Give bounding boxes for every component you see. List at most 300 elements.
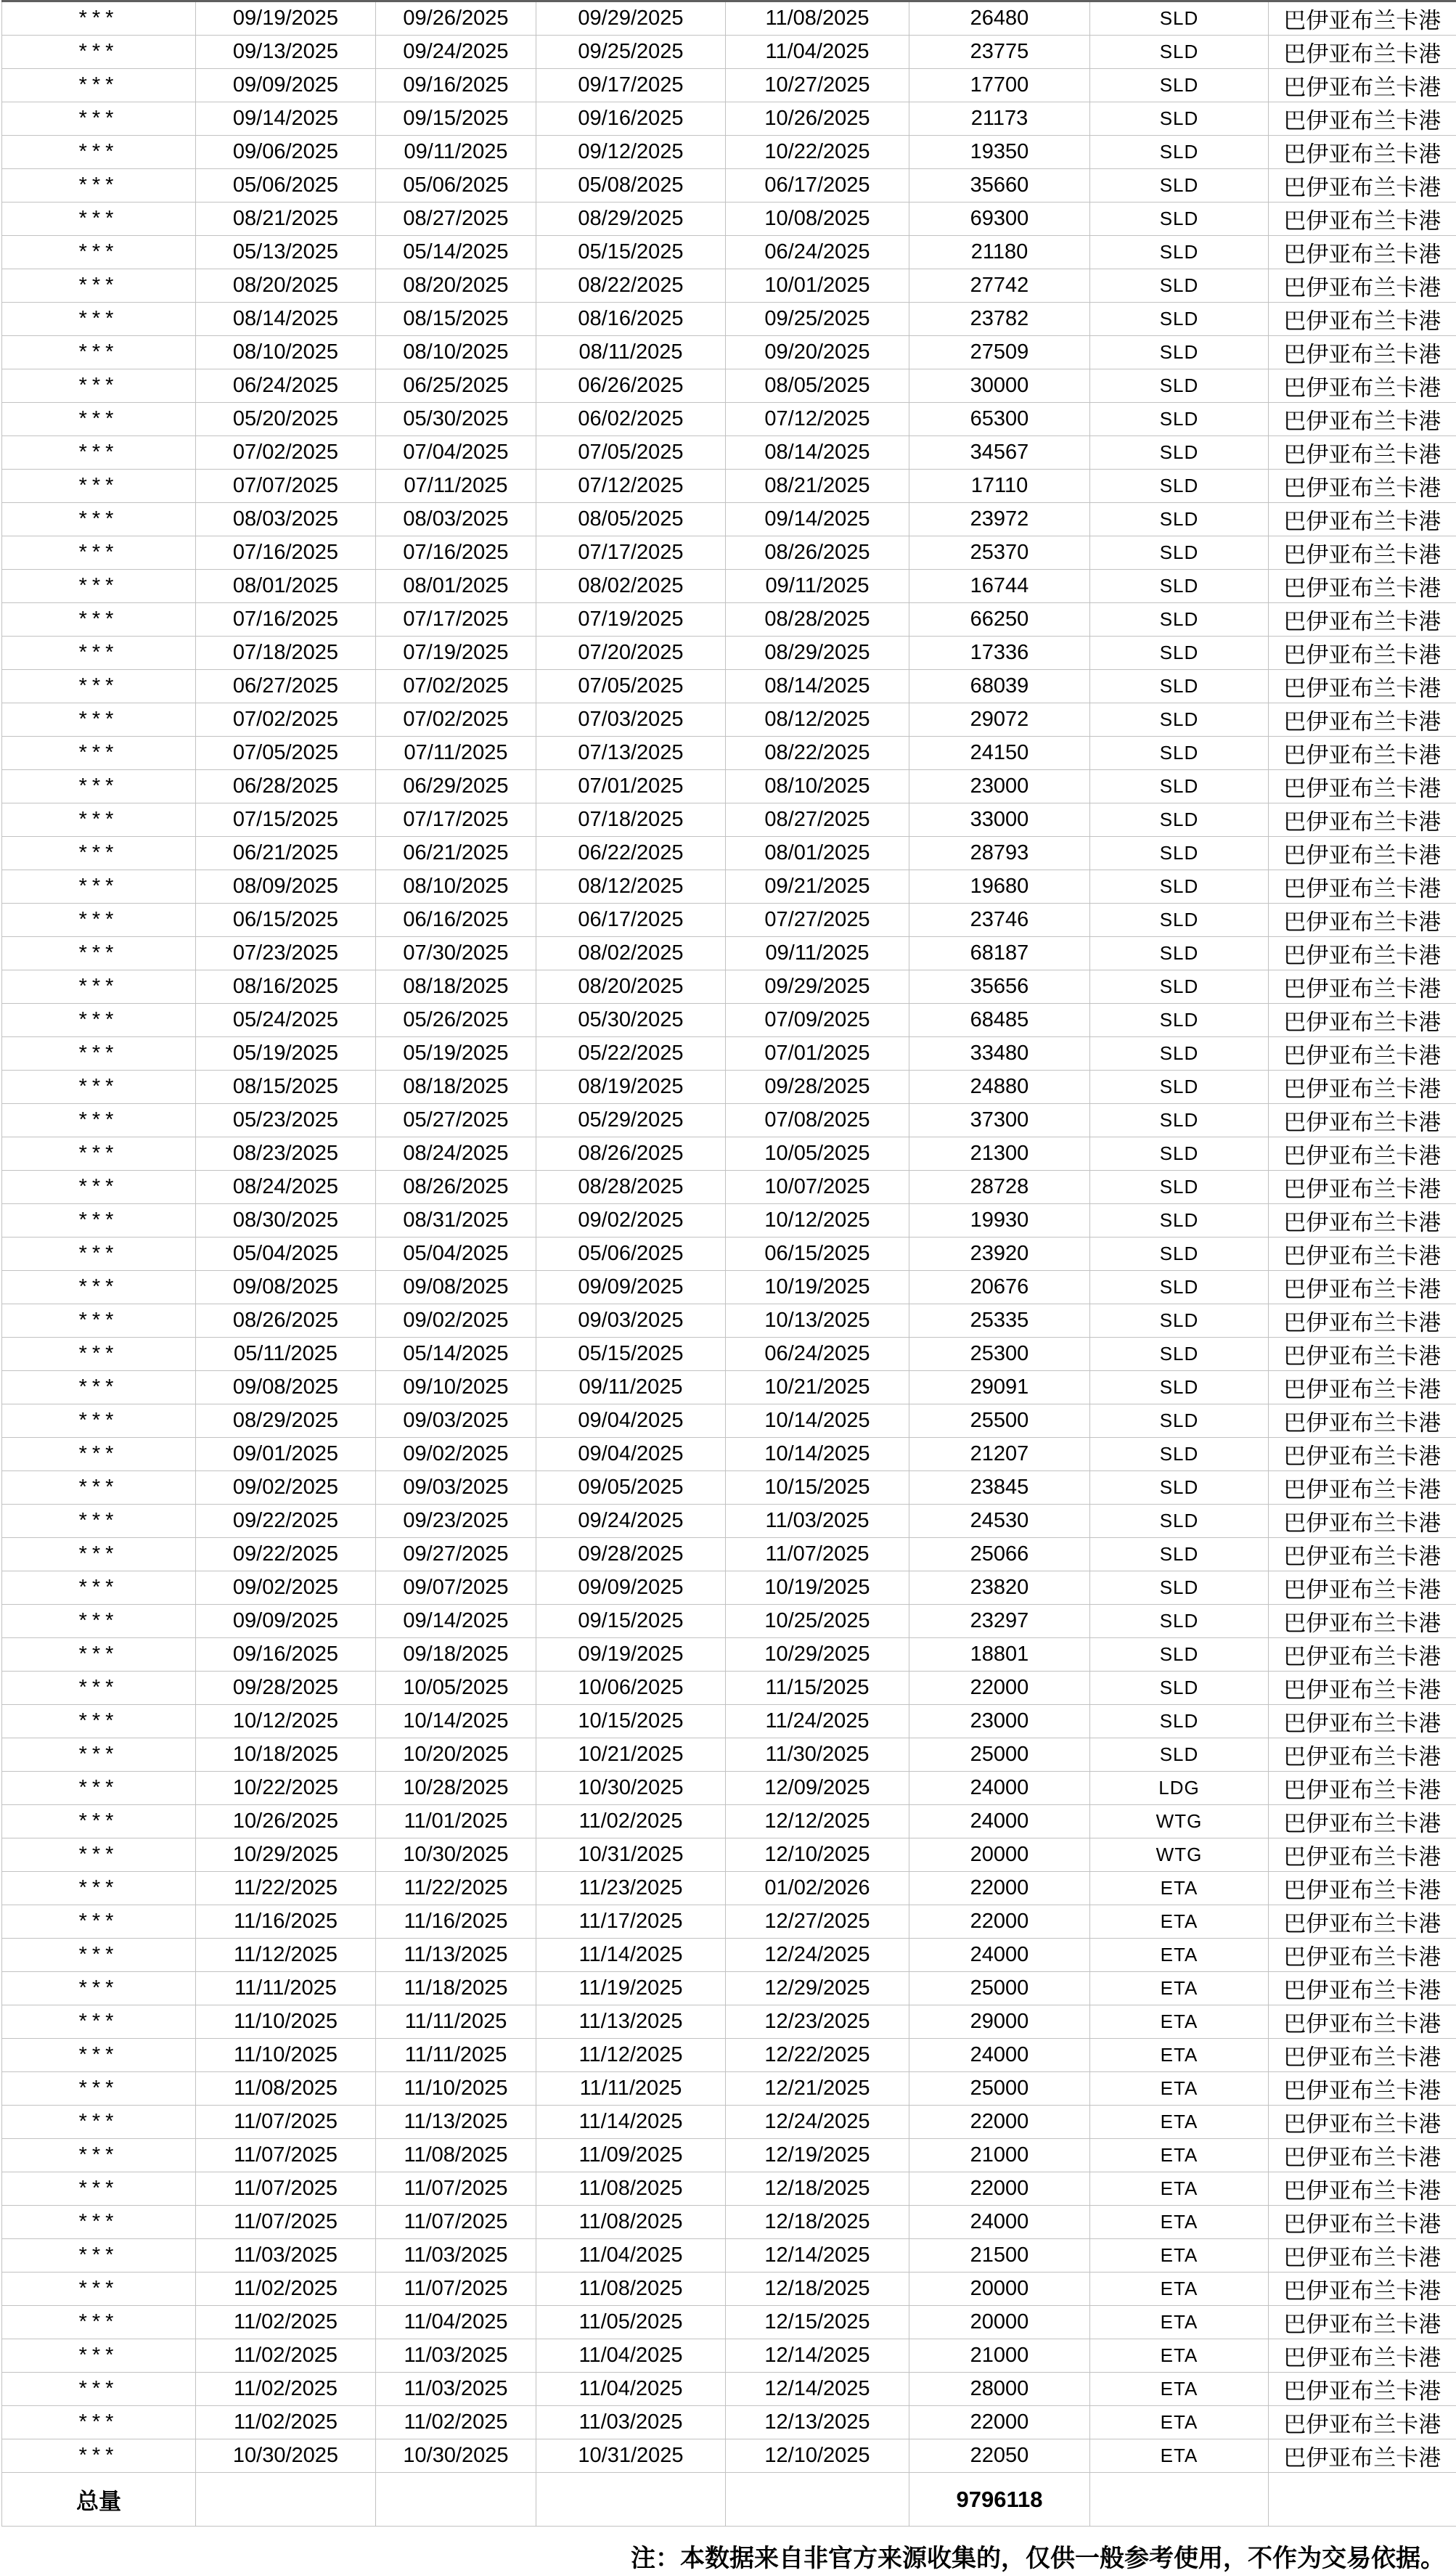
cell-status: ETA [1090,2406,1269,2439]
cell-port: 巴伊亚布兰卡港 [1269,770,1456,803]
cell-date-2: 08/27/2025 [376,203,536,236]
cell-date-4: 12/14/2025 [726,2373,909,2406]
cell-date-2: 11/11/2025 [376,2039,536,2072]
cell-date-2: 11/18/2025 [376,1972,536,2005]
cell-port: 巴伊亚布兰卡港 [1269,703,1456,737]
cell-date-3: 11/08/2025 [536,2273,726,2306]
cell-date-3: 09/25/2025 [536,36,726,69]
cell-date-4: 11/04/2025 [726,36,909,69]
cell-date-2: 05/06/2025 [376,169,536,203]
cell-date-4: 12/18/2025 [726,2172,909,2206]
cell-quantity: 25370 [909,536,1090,570]
cell-masked-name: *** [2,369,196,403]
cell-quantity: 22000 [909,2172,1090,2206]
table-row [2,1,1456,36]
cell-status: SLD [1090,603,1269,637]
cell-status: LDG [1090,1772,1269,1805]
cell-date-3: 10/31/2025 [536,1838,726,1872]
table-row [2,1538,1456,1571]
cell-date-3: 07/12/2025 [536,470,726,503]
cell-status: SLD [1090,970,1269,1004]
cell-date-2: 08/18/2025 [376,1071,536,1104]
cell-date-4: 12/10/2025 [726,2439,909,2473]
cell-port: 巴伊亚布兰卡港 [1269,69,1456,102]
cell-date-2: 11/03/2025 [376,2339,536,2373]
cell-date-3: 09/11/2025 [536,1371,726,1404]
cell-quantity: 21173 [909,102,1090,136]
cell-date-2: 05/04/2025 [376,1238,536,1271]
table-row [2,1338,1456,1371]
table-row [2,2039,1456,2072]
cell-date-2: 11/07/2025 [376,2273,536,2306]
cell-quantity: 68039 [909,670,1090,703]
table-row [2,2106,1456,2139]
cell-date-1: 11/02/2025 [196,2406,376,2439]
table-row [2,1271,1456,1304]
cell-date-2: 08/10/2025 [376,870,536,904]
cell-port: 巴伊亚布兰卡港 [1269,503,1456,536]
cell-date-1: 09/06/2025 [196,136,376,169]
cell-port: 巴伊亚布兰卡港 [1269,2005,1456,2039]
cell-masked-name: *** [2,803,196,837]
cell-port: 巴伊亚布兰卡港 [1269,803,1456,837]
cell-quantity: 28793 [909,837,1090,870]
table-row [2,1404,1456,1438]
cell-date-4: 12/14/2025 [726,2239,909,2273]
cell-date-4: 08/05/2025 [726,369,909,403]
table-row [2,36,1456,69]
cell-status: SLD [1090,269,1269,303]
cell-date-4: 07/08/2025 [726,1104,909,1137]
cell-port: 巴伊亚布兰卡港 [1269,837,1456,870]
table-row [2,1137,1456,1171]
cell-date-1: 08/14/2025 [196,303,376,336]
cell-quantity: 28000 [909,2373,1090,2406]
cell-date-1: 11/10/2025 [196,2005,376,2039]
cell-date-2: 08/18/2025 [376,970,536,1004]
cell-date-3: 11/03/2025 [536,2406,726,2439]
cell-date-1: 11/16/2025 [196,1905,376,1939]
cell-status: SLD [1090,637,1269,670]
cell-quantity: 33480 [909,1037,1090,1071]
cell-date-3: 07/19/2025 [536,603,726,637]
cell-port: 巴伊亚布兰卡港 [1269,737,1456,770]
cell-masked-name: *** [2,1672,196,1705]
cell-status: ETA [1090,2005,1269,2039]
cell-port: 巴伊亚布兰卡港 [1269,1271,1456,1304]
cell-quantity: 30000 [909,369,1090,403]
cell-quantity: 27509 [909,336,1090,369]
cell-port: 巴伊亚布兰卡港 [1269,269,1456,303]
cell-date-2: 09/07/2025 [376,1571,536,1605]
cell-date-1: 09/02/2025 [196,1571,376,1605]
cell-quantity: 24000 [909,2206,1090,2239]
cell-date-4: 09/11/2025 [726,937,909,970]
disclaimer-note: 注：本数据来自非官方来源收集的，仅供一般参考使用，不作为交易依据。 [631,2545,1445,2572]
cell-date-4: 07/27/2025 [726,904,909,937]
cell-port: 巴伊亚布兰卡港 [1269,203,1456,236]
cell-masked-name: *** [2,2439,196,2473]
cell-port: 巴伊亚布兰卡港 [1269,1004,1456,1037]
cell-quantity: 69300 [909,203,1090,236]
table-row [2,403,1456,436]
cell-status: SLD [1090,1672,1269,1705]
cell-date-4: 10/01/2025 [726,269,909,303]
table-row [2,870,1456,904]
cell-quantity: 22000 [909,1872,1090,1905]
cell-port: 巴伊亚布兰卡港 [1269,303,1456,336]
cell-date-2: 11/13/2025 [376,1939,536,1972]
cell-port: 巴伊亚布兰卡港 [1269,2373,1456,2406]
cell-date-2: 08/15/2025 [376,303,536,336]
cell-date-1: 05/19/2025 [196,1037,376,1071]
cell-status: ETA [1090,2206,1269,2239]
cell-date-1: 11/02/2025 [196,2273,376,2306]
cell-date-4: 10/26/2025 [726,102,909,136]
cell-date-4: 10/19/2025 [726,1271,909,1304]
cell-quantity: 25000 [909,1972,1090,2005]
cell-date-4: 07/09/2025 [726,1004,909,1037]
cell-date-1: 10/26/2025 [196,1805,376,1838]
cell-status: SLD [1090,236,1269,269]
cell-date-4: 06/15/2025 [726,1238,909,1271]
cell-status: SLD [1090,1538,1269,1571]
cell-date-1: 05/23/2025 [196,1104,376,1137]
table-row [2,937,1456,970]
cell-date-1: 10/30/2025 [196,2439,376,2473]
table-row [2,770,1456,803]
cell-date-1: 08/15/2025 [196,1071,376,1104]
cell-port: 巴伊亚布兰卡港 [1269,970,1456,1004]
cell-port: 巴伊亚布兰卡港 [1269,1638,1456,1672]
cell-quantity: 25335 [909,1304,1090,1338]
cell-date-3: 06/17/2025 [536,904,726,937]
cell-masked-name: *** [2,2139,196,2172]
cell-quantity: 18801 [909,1638,1090,1672]
table-row [2,136,1456,169]
cell-date-4: 06/24/2025 [726,1338,909,1371]
cell-port: 巴伊亚布兰卡港 [1269,2106,1456,2139]
cell-status: SLD [1090,1,1269,36]
table-row [2,2406,1456,2439]
cell-port: 巴伊亚布兰卡港 [1269,1304,1456,1338]
cell-masked-name: *** [2,2005,196,2039]
cell-masked-name: *** [2,136,196,169]
cell-date-2: 05/14/2025 [376,236,536,269]
cell-status: SLD [1090,1705,1269,1738]
cell-date-2: 09/03/2025 [376,1404,536,1438]
cell-date-1: 10/12/2025 [196,1705,376,1738]
cell-date-4: 12/29/2025 [726,1972,909,2005]
cell-status: SLD [1090,536,1269,570]
cell-date-4: 10/22/2025 [726,136,909,169]
cell-quantity: 66250 [909,603,1090,637]
cell-status: SLD [1090,570,1269,603]
table-row [2,837,1456,870]
cell-masked-name: *** [2,1271,196,1304]
cell-quantity: 25300 [909,1338,1090,1371]
cell-date-4: 12/22/2025 [726,2039,909,2072]
cell-quantity: 25000 [909,1738,1090,1772]
cell-date-1: 07/18/2025 [196,637,376,670]
cell-date-2: 08/03/2025 [376,503,536,536]
table-row [2,470,1456,503]
cell-quantity: 23845 [909,1471,1090,1505]
table-row [2,236,1456,269]
cell-port: 巴伊亚布兰卡港 [1269,136,1456,169]
cell-date-3: 08/19/2025 [536,1071,726,1104]
cell-status: SLD [1090,1738,1269,1772]
cell-date-3: 08/11/2025 [536,336,726,369]
cell-date-3: 11/04/2025 [536,2373,726,2406]
cell-date-4: 11/08/2025 [726,1,909,36]
cell-date-3: 11/17/2025 [536,1905,726,1939]
cell-date-4: 12/27/2025 [726,1905,909,1939]
cell-date-1: 08/16/2025 [196,970,376,1004]
cell-date-1: 09/02/2025 [196,1471,376,1505]
cell-port: 巴伊亚布兰卡港 [1269,2206,1456,2239]
cell-masked-name: *** [2,203,196,236]
cell-masked-name: *** [2,169,196,203]
cell-date-4: 08/21/2025 [726,470,909,503]
cell-port: 巴伊亚布兰卡港 [1269,904,1456,937]
cell-date-3: 08/26/2025 [536,1137,726,1171]
cell-date-4: 10/21/2025 [726,1371,909,1404]
cell-quantity: 22050 [909,2439,1090,2473]
cell-date-3: 05/29/2025 [536,1104,726,1137]
table-row [2,269,1456,303]
cell-masked-name: *** [2,2206,196,2239]
cell-date-1: 10/22/2025 [196,1772,376,1805]
cell-date-2: 06/25/2025 [376,369,536,403]
cell-port: 巴伊亚布兰卡港 [1269,1238,1456,1271]
cell-masked-name: *** [2,1071,196,1104]
cell-masked-name: *** [2,1538,196,1571]
cell-date-4: 08/01/2025 [726,837,909,870]
cell-date-2: 09/24/2025 [376,36,536,69]
cell-date-2: 08/24/2025 [376,1137,536,1171]
cell-date-3: 11/04/2025 [536,2339,726,2373]
summary-empty-cell [376,2473,536,2527]
cell-masked-name: *** [2,236,196,269]
cell-status: SLD [1090,1605,1269,1638]
cell-date-4: 09/25/2025 [726,303,909,336]
cell-status: SLD [1090,203,1269,236]
table-row [2,303,1456,336]
cell-date-1: 09/14/2025 [196,102,376,136]
cell-quantity: 20000 [909,1838,1090,1872]
cell-date-1: 09/19/2025 [196,1,376,36]
summary-empty-cell [1090,2473,1269,2527]
cell-masked-name: *** [2,1905,196,1939]
cell-date-2: 06/16/2025 [376,904,536,937]
table-row [2,1238,1456,1271]
cell-masked-name: *** [2,1505,196,1538]
cell-date-1: 08/20/2025 [196,269,376,303]
cell-date-3: 08/29/2025 [536,203,726,236]
cell-date-4: 07/01/2025 [726,1037,909,1071]
cell-date-2: 11/07/2025 [376,2206,536,2239]
cell-quantity: 21000 [909,2339,1090,2373]
cell-date-1: 09/22/2025 [196,1505,376,1538]
cell-date-2: 11/02/2025 [376,2406,536,2439]
cell-masked-name: *** [2,1939,196,1972]
cell-masked-name: *** [2,603,196,637]
cell-port: 巴伊亚布兰卡港 [1269,169,1456,203]
cell-masked-name: *** [2,1471,196,1505]
table-row [2,1471,1456,1505]
cell-status: SLD [1090,503,1269,536]
cell-date-4: 10/27/2025 [726,69,909,102]
cell-port: 巴伊亚布兰卡港 [1269,1104,1456,1137]
cell-masked-name: *** [2,36,196,69]
cell-status: SLD [1090,436,1269,470]
cell-date-3: 07/13/2025 [536,737,726,770]
cell-date-1: 09/09/2025 [196,69,376,102]
cell-date-3: 10/15/2025 [536,1705,726,1738]
cell-date-3: 05/15/2025 [536,1338,726,1371]
table-row [2,1371,1456,1404]
cell-date-1: 11/02/2025 [196,2306,376,2339]
table-row [2,1972,1456,2005]
cell-masked-name: *** [2,1972,196,2005]
table-row [2,203,1456,236]
cell-date-1: 11/07/2025 [196,2172,376,2206]
cell-date-4: 11/03/2025 [726,1505,909,1538]
cell-status: ETA [1090,1905,1269,1939]
cell-date-4: 10/07/2025 [726,1171,909,1204]
table-row [2,1872,1456,1905]
cell-quantity: 24000 [909,1805,1090,1838]
cell-port: 巴伊亚布兰卡港 [1269,470,1456,503]
cell-date-4: 12/14/2025 [726,2339,909,2373]
cell-masked-name: *** [2,570,196,603]
cell-status: ETA [1090,2273,1269,2306]
cell-date-3: 07/18/2025 [536,803,726,837]
cell-status: SLD [1090,1137,1269,1171]
cell-date-4: 12/09/2025 [726,1772,909,1805]
cell-quantity: 23000 [909,770,1090,803]
cell-masked-name: *** [2,403,196,436]
cell-masked-name: *** [2,1738,196,1772]
cell-date-4: 12/13/2025 [726,2406,909,2439]
cell-quantity: 33000 [909,803,1090,837]
cell-quantity: 20000 [909,2306,1090,2339]
cell-masked-name: *** [2,1872,196,1905]
cell-quantity: 23920 [909,1238,1090,1271]
cell-masked-name: *** [2,2339,196,2373]
table-row [2,2005,1456,2039]
cell-masked-name: *** [2,1772,196,1805]
cell-date-4: 10/15/2025 [726,1471,909,1505]
cell-status: ETA [1090,2339,1269,2373]
cell-port: 巴伊亚布兰卡港 [1269,236,1456,269]
cell-date-2: 09/11/2025 [376,136,536,169]
cell-masked-name: *** [2,970,196,1004]
cell-masked-name: *** [2,770,196,803]
cell-date-4: 12/10/2025 [726,1838,909,1872]
cell-date-2: 09/10/2025 [376,1371,536,1404]
cell-date-3: 11/23/2025 [536,1872,726,1905]
cell-masked-name: *** [2,1805,196,1838]
cell-port: 巴伊亚布兰卡港 [1269,870,1456,904]
cell-date-1: 05/04/2025 [196,1238,376,1271]
cell-date-1: 08/01/2025 [196,570,376,603]
cell-masked-name: *** [2,1404,196,1438]
cell-date-3: 09/16/2025 [536,102,726,136]
cell-date-2: 07/17/2025 [376,603,536,637]
cell-status: SLD [1090,1438,1269,1471]
cell-port: 巴伊亚布兰卡港 [1269,1905,1456,1939]
cell-date-3: 10/31/2025 [536,2439,726,2473]
cell-status: SLD [1090,1204,1269,1238]
cell-date-1: 09/16/2025 [196,1638,376,1672]
cell-status: SLD [1090,670,1269,703]
table-row [2,169,1456,203]
cell-date-2: 11/11/2025 [376,2005,536,2039]
cell-status: ETA [1090,2306,1269,2339]
cell-status: ETA [1090,2439,1269,2473]
cell-date-4: 12/24/2025 [726,1939,909,1972]
cell-status: WTG [1090,1838,1269,1872]
cell-masked-name: *** [2,2273,196,2306]
cell-date-3: 09/17/2025 [536,69,726,102]
summary-empty-cell [196,2473,376,2527]
cell-port: 巴伊亚布兰卡港 [1269,1371,1456,1404]
cell-date-4: 12/21/2025 [726,2072,909,2106]
cell-date-1: 08/10/2025 [196,336,376,369]
cell-quantity: 21300 [909,1137,1090,1171]
cell-status: SLD [1090,1338,1269,1371]
table-row [2,670,1456,703]
cell-date-2: 11/03/2025 [376,2239,536,2273]
cell-port: 巴伊亚布兰卡港 [1269,1505,1456,1538]
cell-quantity: 29091 [909,1371,1090,1404]
cell-date-1: 11/02/2025 [196,2339,376,2373]
cell-quantity: 29072 [909,703,1090,737]
cell-date-1: 08/23/2025 [196,1137,376,1171]
cell-masked-name: *** [2,470,196,503]
cell-masked-name: *** [2,2406,196,2439]
table-row [2,1705,1456,1738]
cell-date-2: 09/23/2025 [376,1505,536,1538]
table-row [2,603,1456,637]
table-row [2,2339,1456,2373]
cell-date-2: 10/20/2025 [376,1738,536,1772]
cell-date-1: 11/07/2025 [196,2139,376,2172]
cell-date-2: 09/02/2025 [376,1438,536,1471]
cell-date-2: 07/17/2025 [376,803,536,837]
summary-empty-cell [536,2473,726,2527]
cell-port: 巴伊亚布兰卡港 [1269,637,1456,670]
cell-date-3: 11/04/2025 [536,2239,726,2273]
cell-date-2: 07/02/2025 [376,703,536,737]
cell-status: SLD [1090,904,1269,937]
cell-date-4: 09/20/2025 [726,336,909,369]
cell-date-1: 07/02/2025 [196,436,376,470]
cell-quantity: 65300 [909,403,1090,436]
cell-date-2: 10/14/2025 [376,1705,536,1738]
cell-date-3: 05/22/2025 [536,1037,726,1071]
cell-quantity: 23746 [909,904,1090,937]
cell-status: SLD [1090,837,1269,870]
cell-quantity: 24150 [909,737,1090,770]
cell-date-2: 07/30/2025 [376,937,536,970]
cell-date-1: 07/05/2025 [196,737,376,770]
cell-date-1: 07/23/2025 [196,937,376,970]
cell-masked-name: *** [2,102,196,136]
cell-date-4: 12/24/2025 [726,2106,909,2139]
